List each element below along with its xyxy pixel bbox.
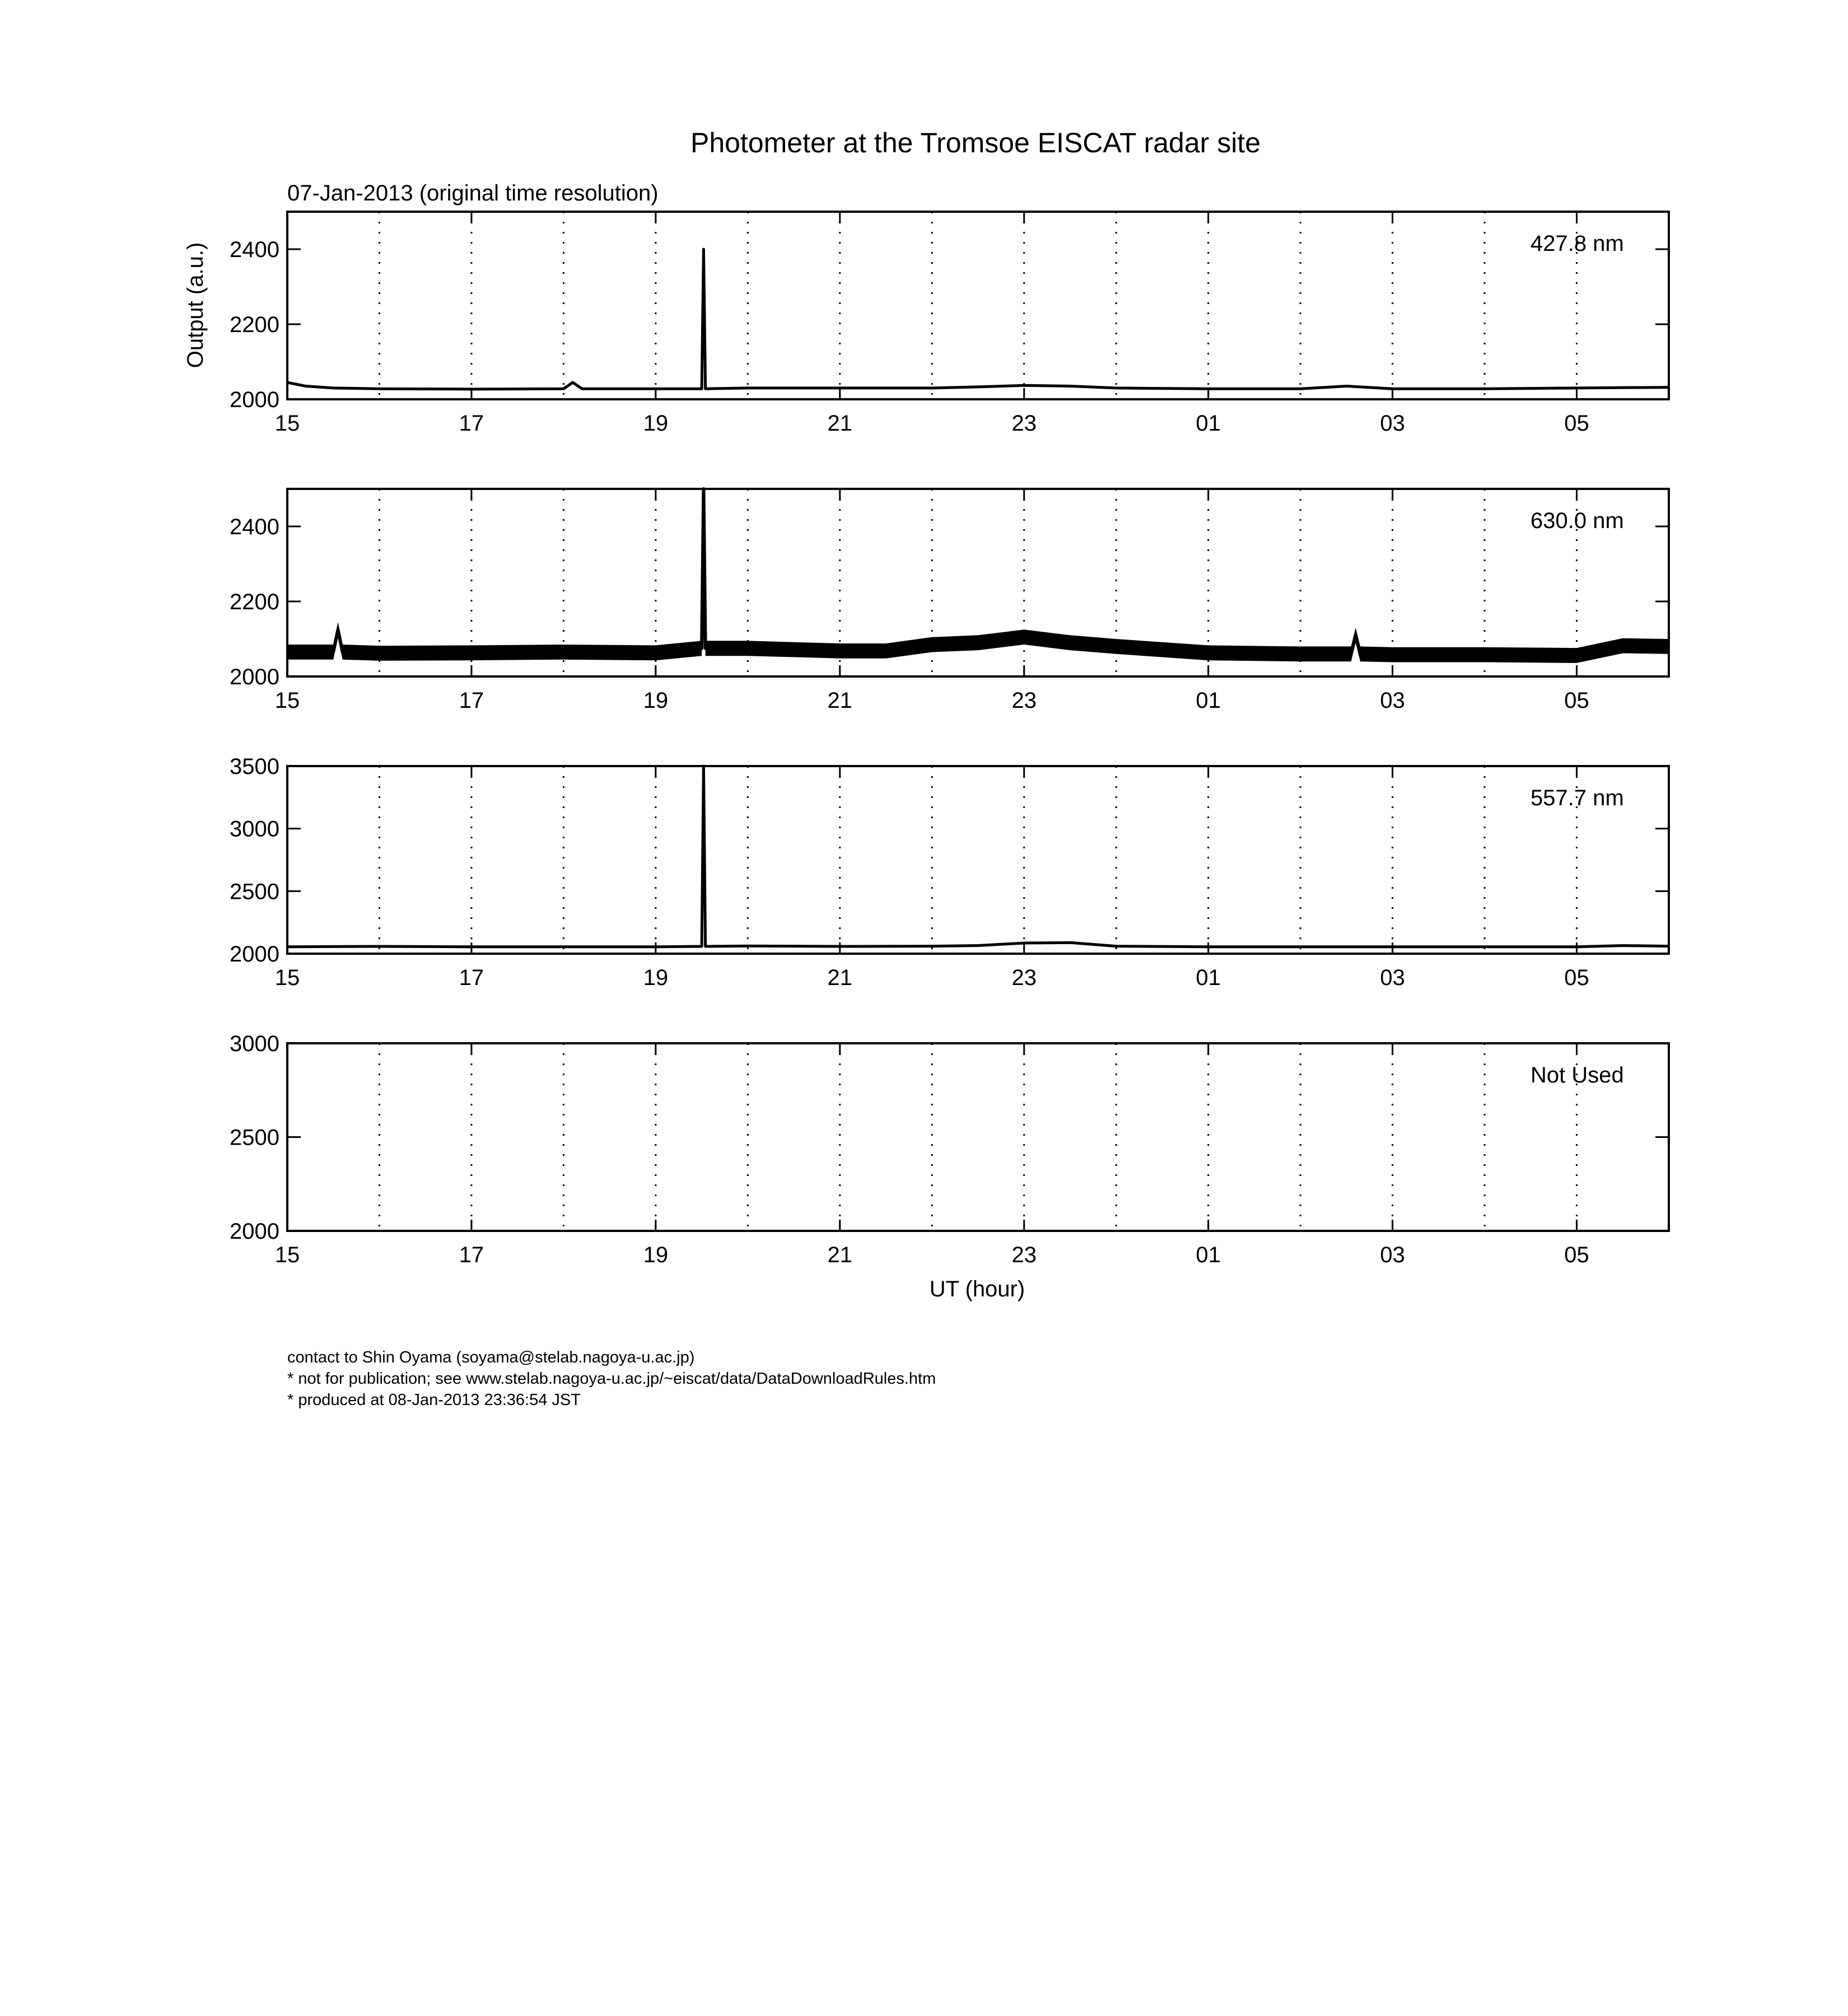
series-line [287, 249, 1669, 389]
channel-label: 630.0 nm [1530, 508, 1624, 533]
panel-4 [230, 1032, 1669, 1267]
channel-label: 557.7 nm [1530, 786, 1624, 810]
x-tick-label: 01 [1196, 411, 1221, 436]
x-tick-label: 23 [1011, 965, 1037, 990]
y-tick-label: 2000 [230, 942, 279, 967]
y-tick-label: 2200 [230, 312, 279, 337]
plot-frame [287, 1043, 1669, 1231]
y-tick-label: 2400 [230, 515, 279, 539]
figure-subtitle: 07-Jan-2013 (original time resolution) [287, 181, 659, 206]
footer-contact: contact to Shin Oyama (soyama@stelab.nagoya-u.ac.jp) [287, 1348, 695, 1366]
x-tick-label: 03 [1380, 411, 1405, 436]
x-tick-label: 23 [1011, 411, 1037, 436]
plot-frame [287, 212, 1669, 399]
x-tick-label: 15 [274, 965, 300, 990]
x-tick-label: 19 [643, 1243, 669, 1267]
y-tick-label: 2500 [230, 1125, 279, 1150]
x-tick-label: 17 [459, 965, 484, 990]
x-axis-label: UT (hour) [929, 1277, 1025, 1301]
y-tick-label: 2000 [230, 388, 279, 412]
x-tick-label: 23 [1011, 1243, 1037, 1267]
panel-2 [230, 489, 1669, 713]
y-tick-label: 2200 [230, 590, 279, 614]
channel-label: Not Used [1530, 1063, 1624, 1088]
series-line [287, 489, 1669, 656]
y-tick-label: 3000 [230, 1032, 279, 1056]
y-tick-label: 2000 [230, 665, 279, 689]
x-tick-label: 05 [1564, 1243, 1589, 1267]
series-line [287, 766, 1669, 947]
y-axis-label: Output (a.u.) [183, 242, 208, 368]
x-tick-label: 21 [827, 688, 853, 713]
y-tick-label: 2000 [230, 1219, 279, 1244]
x-tick-label: 01 [1196, 1243, 1221, 1267]
x-tick-label: 05 [1564, 965, 1589, 990]
y-tick-label: 2400 [230, 237, 279, 262]
plot-frame [287, 766, 1669, 954]
x-tick-label: 23 [1011, 688, 1037, 713]
footer-notice: * not for publication; see www.stelab.nagoya-u.ac.jp/~eiscat/data/DataDownloadRules.htm [287, 1370, 936, 1388]
panels [230, 212, 1669, 1267]
x-tick-label: 15 [274, 688, 300, 713]
x-tick-label: 01 [1196, 965, 1221, 990]
x-tick-label: 21 [827, 411, 853, 436]
y-tick-label: 3000 [230, 816, 279, 842]
footer-produced: * produced at 08-Jan-2013 23:36:54 JST [287, 1391, 581, 1409]
x-tick-label: 17 [459, 1243, 484, 1267]
x-tick-label: 19 [643, 688, 669, 713]
x-tick-label: 17 [459, 688, 484, 713]
x-tick-label: 15 [274, 411, 300, 436]
x-tick-label: 03 [1380, 688, 1405, 713]
panel-3 [230, 754, 1669, 990]
x-tick-label: 21 [827, 965, 853, 990]
y-tick-label: 3500 [230, 754, 279, 779]
x-tick-label: 19 [643, 965, 669, 990]
y-tick-label: 2500 [230, 879, 279, 904]
x-tick-label: 05 [1564, 411, 1589, 436]
x-tick-label: 15 [274, 1243, 300, 1267]
footer [287, 1347, 936, 1411]
figure-title: Photometer at the Tromsoe EISCAT radar site [690, 127, 1261, 158]
x-tick-label: 17 [459, 411, 484, 436]
x-tick-label: 19 [643, 411, 669, 436]
x-tick-label: 21 [827, 1243, 853, 1267]
x-tick-label: 03 [1380, 1243, 1405, 1267]
x-tick-label: 05 [1564, 688, 1589, 713]
panel-1 [230, 212, 1669, 436]
x-tick-label: 01 [1196, 688, 1221, 713]
channel-label: 427.8 nm [1530, 231, 1624, 256]
x-tick-label: 03 [1380, 965, 1405, 990]
series-band [287, 489, 1669, 663]
